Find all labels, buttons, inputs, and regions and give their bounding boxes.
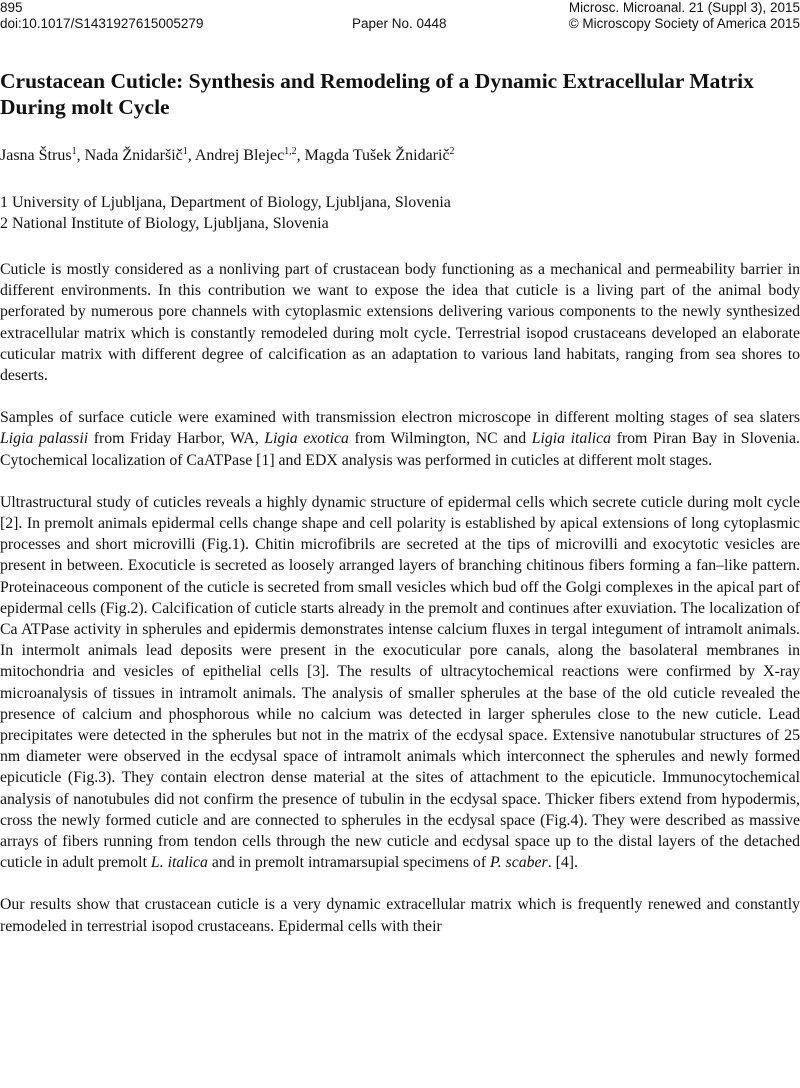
author-affiliation-marker: 1 [182, 146, 188, 157]
text-run: from Piran Bay in Slovenia. Cytochemical localization of CaATPase [1] and EDX analysis was performed in cuticles at different molt stages. [0, 430, 800, 469]
author-separator: , [76, 147, 85, 164]
text-run: and in premolt intramarsupial specimens of [207, 854, 491, 872]
body-paragraph [0, 259, 800, 386]
text-run: from Wilmington, NC and [348, 430, 532, 448]
author-separator: , [187, 147, 195, 164]
body-paragraph [0, 894, 800, 936]
text-run: from Friday Harbor, WA, [88, 430, 265, 448]
body-paragraph [0, 407, 800, 471]
species-name: Ligia exotica [264, 430, 349, 448]
text-run: Cuticle is mostly considered as a nonliving part of crustacean body functioning as a mechanical and permeability barrier in different environments. In this contribution we want to expose the idea that cuticle is a living part of the animal body perforated by numerous pore channels with cytoplasmic extensions delivering various components to the newly synthesized extracellular matrix which is constantly remodeled during molt cycle. Terrestrial isopod crustaceans developed an elaborate cuticular matrix with different degree of calcification as an adaptation to various land habitats, ranging from sea shores to deserts. [0, 261, 800, 385]
paper-title: Crustacean Cuticle: Synthesis and Remodeling of a Dynamic Extracellular Matrix During molt Cycle [0, 69, 754, 119]
doi: doi:10.1017/S1431927615005279 [0, 16, 204, 31]
author-name: Andrej Blejec [194, 147, 285, 164]
species-name: Ligia palassii [0, 430, 89, 448]
affiliation-line: 2 National Institute of Biology, Ljubljana, Slovenia [0, 214, 329, 232]
author-list [0, 146, 800, 166]
text-run: Our results show that crustacean cuticle is a very dynamic extracellular matrix which is frequently renewed and constantly remodeled in terrestrial isopod crustaceans. Epidermal cells with their [0, 896, 800, 935]
species-name: Ligia italica [531, 430, 612, 448]
text-run: Ultrastructural study of cuticles reveals a highly dynamic structure of epidermal cells which secrete cuticle during molt cycle [2]. In premolt animals epidermal cells change shape and cell polarity is established by apical extensions of long cytoplasmic processes and short microvilli (Fig.1). Chitin microfibrils are secreted at the tips of microvilli and exocytotic vesicles are present in between. Exocuticle is secreted as loosely arranged layers of branching chitinous fibers forming a fan–like pattern. Proteinaceous component of the cuticle is secreted from small vesicles which bud off the Golgi complexes in the apical part of epidermal cells (Fig.2). Calcification of cuticle starts already in the premolt and continues after exuviation. The localization of Ca ATPase activity in spherules and epidermis demonstrates intense calcium fluxes in tergal integument of intramolt animals. In intermolt animals lead deposits were present in the exocuticular pore canals, along the basolateral membranes in mitochondria and vesicles of epithelial cells [3]. The results of ultracytochemical reactions were confirmed by X-ray microanalysis of tissues in intramolt animals. The analysis of smaller spherules at the base of the old cuticle revealed the presence of calcium and phosphorous while no calcium was detected in larger spherules close to the new cuticle. Lead precipitates were detected in the spherules but not in the matrix of the ecdysal space. Extensive nanotubular structures of 25 nm diameter were observed in the ecdysal space of intramolt animals which interconnect the spherules and newly formed epicuticle (Fig.3). They contain electron dense material at the sites of attachment to the epicuticle. Immunocytochemical analysis of nanotubules did not confirm the presence of tubulin in the ecdysal space. Thicker fibers extend from hypodermis, cross the newly formed cuticle and are connected to spherules in the ecdysal space (Fig.4). They were described as massive arrays of fibers running from tendon cells through the new cuticle and ecdysal space up to the distal layers of the detached cuticle in adult premolt [0, 493, 800, 872]
paper-number: Paper No. 0448 [352, 16, 447, 31]
text-run: Samples of surface cuticle were examined with transmission electron microscope in different molting stages of sea slaters [0, 409, 800, 427]
copyright: © Microscopy Society of America 2015 [568, 16, 800, 31]
species-name: L. italica [150, 854, 208, 872]
author-affiliation-marker: 1 [71, 146, 77, 157]
species-name: P. scaber [490, 854, 548, 872]
author-affiliation-marker: 2 [449, 146, 455, 157]
author-name: Magda Tušek Žnidarič [304, 147, 450, 164]
affiliations [0, 193, 800, 234]
body-paragraph [0, 492, 800, 874]
page-number: 895 [0, 0, 23, 15]
author-name: Jasna Štrus [0, 147, 72, 164]
author-name: Nada Žnidaršič [84, 147, 183, 164]
text-run: . [4]. [547, 854, 578, 872]
author-affiliation-marker: 1,2 [284, 146, 297, 157]
affiliation-line: 1 University of Ljubljana, Department of Biology, Ljubljana, Slovenia [0, 194, 451, 211]
abstract-body [0, 259, 800, 937]
journal-citation: Microsc. Microanal. 21 (Suppl 3), 2015 [568, 0, 800, 15]
author-separator: , [296, 147, 305, 164]
